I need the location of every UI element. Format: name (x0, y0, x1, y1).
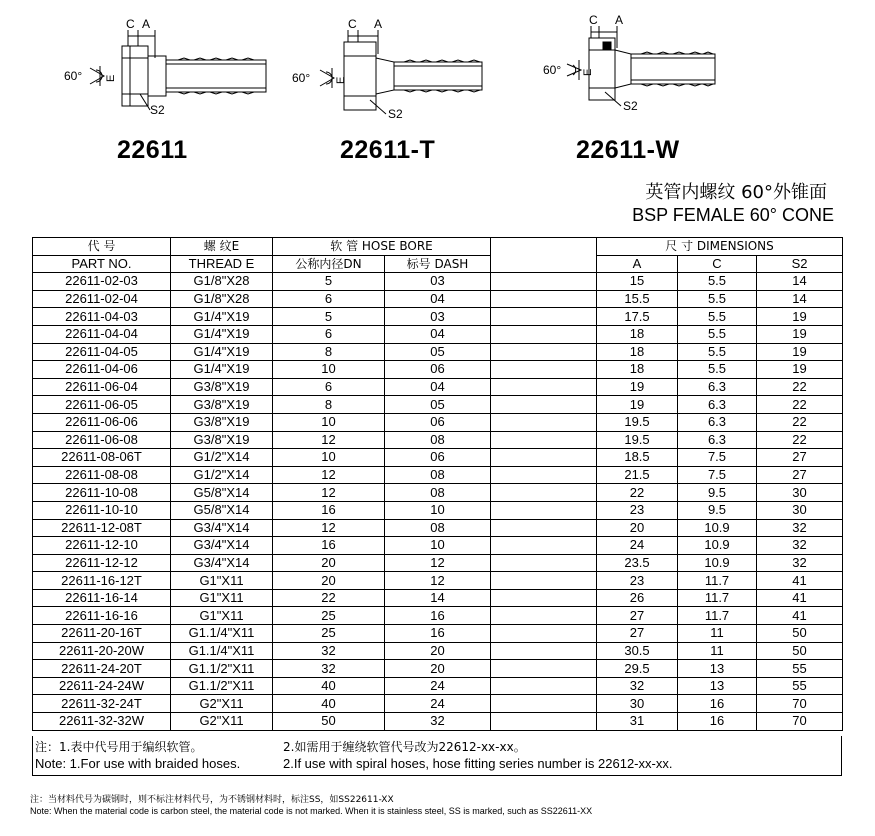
cell-hose-dn: 10 (273, 449, 385, 467)
dim-a-label: A (615, 13, 624, 27)
cell-hose-dash: 05 (385, 343, 491, 361)
cell-dim-a: 20 (597, 519, 678, 537)
cell-dim-s2: 19 (757, 308, 843, 326)
footnote-en: Note: When the material code is carbon steel, the material code is not marked. When it is stainless steel, SS is marked, such as SS22611-XX (30, 806, 593, 816)
cell-hose-dn: 16 (273, 501, 385, 519)
dim-s2-label: S2 (150, 103, 165, 117)
header-dash: 标号 DASH (385, 255, 491, 273)
cell-dim-s2: 22 (757, 431, 843, 449)
blank-cell (491, 589, 597, 607)
cell-dim-s2: 32 (757, 554, 843, 572)
cell-thread: G1"X11 (171, 572, 273, 590)
cell-dim-c: 11 (678, 625, 757, 643)
cell-hose-dn: 12 (273, 519, 385, 537)
blank-cell (491, 625, 597, 643)
cone-angle-label: 60° (64, 69, 83, 83)
blank-cell (491, 396, 597, 414)
cell-hose-dn: 12 (273, 431, 385, 449)
cell-hose-dash: 20 (385, 642, 491, 660)
cone-angle-label: 60° (543, 63, 562, 77)
cell-dim-a: 23 (597, 572, 678, 590)
thread-e-label: E (582, 68, 594, 76)
cell-dim-c: 5.5 (678, 325, 757, 343)
table-row (33, 642, 843, 660)
cell-hose-dash: 06 (385, 413, 491, 431)
table-row (33, 554, 843, 572)
table-row (33, 413, 843, 431)
cell-hose-dn: 20 (273, 554, 385, 572)
fitting-code-22611-t: 22611-T (340, 136, 436, 164)
cell-part-no: 22611-04-04 (33, 325, 171, 343)
cell-thread: G2"X11 (171, 713, 273, 731)
cell-part-no: 22611-08-08 (33, 466, 171, 484)
heading-chinese: 英管内螺纹 60°外锥面 (645, 182, 827, 203)
cell-part-no: 22611-12-10 (33, 537, 171, 555)
cell-dim-s2: 27 (757, 466, 843, 484)
blank-cell (491, 325, 597, 343)
blank-cell (491, 413, 597, 431)
cell-dim-c: 5.5 (678, 290, 757, 308)
dim-a-label: A (142, 17, 151, 31)
fitting-22611-t-diagram (290, 8, 490, 123)
cell-dim-c: 6.3 (678, 413, 757, 431)
blank-cell (491, 607, 597, 625)
cell-dim-a: 19.5 (597, 431, 678, 449)
cell-dim-a: 19 (597, 396, 678, 414)
cell-dim-c: 7.5 (678, 466, 757, 484)
cell-dim-c: 13 (678, 660, 757, 678)
blank-cell (491, 501, 597, 519)
cell-thread: G3/4"X14 (171, 537, 273, 555)
dim-c-label: C (589, 13, 598, 27)
cell-part-no: 22611-10-10 (33, 501, 171, 519)
cell-dim-s2: 70 (757, 713, 843, 731)
cell-dim-s2: 55 (757, 677, 843, 695)
cell-dim-c: 11 (678, 642, 757, 660)
table-row (33, 396, 843, 414)
cell-dim-c: 11.7 (678, 572, 757, 590)
cell-dim-s2: 27 (757, 449, 843, 467)
cell-dim-s2: 19 (757, 325, 843, 343)
cell-part-no: 22611-16-16 (33, 607, 171, 625)
cell-dim-c: 5.5 (678, 361, 757, 379)
header-blank (491, 238, 597, 273)
cell-dim-c: 16 (678, 695, 757, 713)
cell-dim-s2: 41 (757, 572, 843, 590)
cell-hose-dash: 03 (385, 308, 491, 326)
table-header-row-2 (33, 255, 843, 273)
cell-hose-dn: 22 (273, 589, 385, 607)
fitting-drawing-22611-w (543, 8, 723, 123)
cell-part-no: 22611-02-04 (33, 290, 171, 308)
cell-part-no: 22611-02-03 (33, 273, 171, 291)
cell-hose-dn: 10 (273, 361, 385, 379)
footnote-cn: 注：当材料代号为碳钢时，则不标注材料代号，为不锈钢材料时，标注SS，如SS22611-XX (30, 795, 394, 805)
blank-cell (491, 466, 597, 484)
cell-part-no: 22611-24-24W (33, 677, 171, 695)
cell-thread: G1.1/2"X11 (171, 660, 273, 678)
table-row (33, 625, 843, 643)
cell-hose-dash: 12 (385, 554, 491, 572)
cell-dim-a: 31 (597, 713, 678, 731)
cell-dim-a: 19 (597, 378, 678, 396)
cell-dim-s2: 14 (757, 273, 843, 291)
cell-dim-s2: 22 (757, 378, 843, 396)
blank-cell (491, 660, 597, 678)
cell-hose-dash: 06 (385, 449, 491, 467)
cell-hose-dash: 05 (385, 396, 491, 414)
fitting-drawing-22611 (60, 8, 275, 123)
cell-part-no: 22611-12-08T (33, 519, 171, 537)
cell-hose-dn: 16 (273, 537, 385, 555)
cell-dim-a: 23.5 (597, 554, 678, 572)
cell-thread: G3/4"X14 (171, 519, 273, 537)
cell-part-no: 22611-04-03 (33, 308, 171, 326)
cell-hose-dash: 03 (385, 273, 491, 291)
cell-thread: G3/8"X19 (171, 431, 273, 449)
note-cn-2: 2.如需用于缠绕软管代号改为22612-xx-xx。 (283, 740, 526, 754)
cell-dim-a: 18 (597, 325, 678, 343)
cell-hose-dn: 12 (273, 484, 385, 502)
cell-part-no: 22611-24-20T (33, 660, 171, 678)
note-en-2: 2.If use with spiral hoses, hose fitting series number is 22612-xx-xx. (283, 756, 673, 771)
blank-cell (491, 290, 597, 308)
table-header-row-1 (33, 238, 843, 256)
header-thread-en: THREAD E (171, 255, 273, 273)
cell-dim-s2: 19 (757, 361, 843, 379)
cell-hose-dash: 04 (385, 290, 491, 308)
cell-hose-dn: 25 (273, 625, 385, 643)
cell-dim-s2: 22 (757, 413, 843, 431)
cell-dim-c: 5.5 (678, 308, 757, 326)
cell-dim-a: 27 (597, 625, 678, 643)
notes-box (32, 736, 842, 776)
cell-part-no: 22611-12-12 (33, 554, 171, 572)
cell-dim-a: 19.5 (597, 413, 678, 431)
table-row (33, 449, 843, 467)
header-part-cn: 代 号 (33, 238, 171, 256)
cell-dim-s2: 32 (757, 519, 843, 537)
cell-dim-s2: 14 (757, 290, 843, 308)
cell-dim-s2: 22 (757, 396, 843, 414)
cell-thread: G1/2"X14 (171, 449, 273, 467)
cell-hose-dn: 32 (273, 642, 385, 660)
cell-dim-a: 23 (597, 501, 678, 519)
thread-e-label: E (335, 76, 347, 84)
blank-cell (491, 449, 597, 467)
cell-dim-c: 9.5 (678, 484, 757, 502)
cell-hose-dash: 16 (385, 625, 491, 643)
table-row (33, 325, 843, 343)
blank-cell (491, 361, 597, 379)
cell-hose-dash: 10 (385, 537, 491, 555)
header-dn: 公称内径DN (273, 255, 385, 273)
note-en-1: Note: 1.For use with braided hoses. (35, 756, 241, 771)
blank-cell (491, 695, 597, 713)
cell-dim-s2: 41 (757, 607, 843, 625)
cone-angle-label: 60° (292, 71, 311, 85)
cell-thread: G1/4"X19 (171, 325, 273, 343)
cell-part-no: 22611-08-06T (33, 449, 171, 467)
cell-hose-dn: 8 (273, 343, 385, 361)
cell-hose-dn: 40 (273, 677, 385, 695)
table-row (33, 484, 843, 502)
table-row (33, 431, 843, 449)
cell-thread: G1/4"X19 (171, 343, 273, 361)
cell-dim-s2: 19 (757, 343, 843, 361)
cell-hose-dn: 40 (273, 695, 385, 713)
header-a: A (597, 255, 678, 273)
cell-hose-dn: 6 (273, 378, 385, 396)
blank-cell (491, 713, 597, 731)
table-row (33, 466, 843, 484)
cell-thread: G1/4"X19 (171, 361, 273, 379)
cell-hose-dash: 32 (385, 713, 491, 731)
blank-cell (491, 484, 597, 502)
table-row (33, 589, 843, 607)
header-dimensions: 尺 寸 DIMENSIONS (597, 238, 843, 256)
cell-dim-a: 18 (597, 343, 678, 361)
cell-part-no: 22611-20-20W (33, 642, 171, 660)
cell-hose-dash: 04 (385, 325, 491, 343)
cell-hose-dash: 08 (385, 466, 491, 484)
cell-dim-s2: 30 (757, 501, 843, 519)
table-row (33, 361, 843, 379)
cell-dim-c: 7.5 (678, 449, 757, 467)
cell-dim-c: 6.3 (678, 378, 757, 396)
blank-cell (491, 554, 597, 572)
cell-dim-a: 27 (597, 607, 678, 625)
cell-thread: G1/2"X14 (171, 466, 273, 484)
cell-hose-dn: 25 (273, 607, 385, 625)
dim-a-label: A (374, 17, 383, 31)
fitting-drawing-22611-t (290, 8, 490, 123)
cell-dim-c: 5.5 (678, 273, 757, 291)
cell-hose-dash: 06 (385, 361, 491, 379)
cell-thread: G1.1/2"X11 (171, 677, 273, 695)
cell-thread: G3/4"X14 (171, 554, 273, 572)
cell-part-no: 22611-16-14 (33, 589, 171, 607)
cell-part-no: 22611-06-04 (33, 378, 171, 396)
cell-thread: G3/8"X19 (171, 378, 273, 396)
cell-hose-dn: 5 (273, 308, 385, 326)
table-row (33, 677, 843, 695)
table-row (33, 660, 843, 678)
cell-thread: G1"X11 (171, 589, 273, 607)
cell-dim-s2: 50 (757, 642, 843, 660)
cell-thread: G1"X11 (171, 607, 273, 625)
table-row (33, 572, 843, 590)
cell-dim-c: 11.7 (678, 607, 757, 625)
cell-hose-dash: 04 (385, 378, 491, 396)
cell-dim-a: 30.5 (597, 642, 678, 660)
cell-thread: G1/4"X19 (171, 308, 273, 326)
dim-c-label: C (348, 17, 357, 31)
blank-cell (491, 308, 597, 326)
cell-hose-dn: 6 (273, 325, 385, 343)
cell-dim-c: 6.3 (678, 396, 757, 414)
cell-hose-dn: 10 (273, 413, 385, 431)
cell-part-no: 22611-06-06 (33, 413, 171, 431)
table-row (33, 713, 843, 731)
thread-e-label: E (105, 74, 117, 82)
cell-dim-s2: 41 (757, 589, 843, 607)
cell-dim-a: 29.5 (597, 660, 678, 678)
dim-s2-label: S2 (388, 107, 403, 121)
cell-hose-dn: 20 (273, 572, 385, 590)
cell-dim-a: 32 (597, 677, 678, 695)
table-row (33, 607, 843, 625)
blank-cell (491, 642, 597, 660)
cell-part-no: 22611-10-08 (33, 484, 171, 502)
cell-dim-c: 10.9 (678, 537, 757, 555)
cell-hose-dn: 8 (273, 396, 385, 414)
cell-hose-dash: 08 (385, 519, 491, 537)
cell-part-no: 22611-04-06 (33, 361, 171, 379)
cell-dim-c: 10.9 (678, 519, 757, 537)
dim-c-label: C (126, 17, 135, 31)
note-cn-1: 注：1.表中代号用于编织软管。 (35, 740, 203, 754)
cell-dim-c: 13 (678, 677, 757, 695)
table-row (33, 378, 843, 396)
cell-hose-dash: 16 (385, 607, 491, 625)
cell-dim-c: 5.5 (678, 343, 757, 361)
cell-thread: G1.1/4"X11 (171, 642, 273, 660)
header-thread-cn: 螺 纹E (171, 238, 273, 256)
cell-part-no: 22611-32-32W (33, 713, 171, 731)
table-row (33, 519, 843, 537)
blank-cell (491, 537, 597, 555)
cell-thread: G5/8"X14 (171, 484, 273, 502)
cell-part-no: 22611-04-05 (33, 343, 171, 361)
header-c: C (678, 255, 757, 273)
table-row (33, 343, 843, 361)
cell-dim-a: 15.5 (597, 290, 678, 308)
cell-dim-s2: 50 (757, 625, 843, 643)
dim-s2-label: S2 (623, 99, 638, 113)
heading-english: BSP FEMALE 60° CONE (632, 205, 834, 225)
cell-dim-a: 24 (597, 537, 678, 555)
cell-dim-a: 21.5 (597, 466, 678, 484)
blank-cell (491, 677, 597, 695)
spec-table (32, 237, 843, 731)
cell-dim-c: 6.3 (678, 431, 757, 449)
fitting-code-22611: 22611 (117, 136, 188, 164)
cell-hose-dn: 12 (273, 466, 385, 484)
cell-thread: G5/8"X14 (171, 501, 273, 519)
cell-hose-dn: 5 (273, 273, 385, 291)
spec-table-body (33, 273, 843, 730)
cell-dim-c: 10.9 (678, 554, 757, 572)
cell-hose-dash: 10 (385, 501, 491, 519)
cell-hose-dash: 24 (385, 677, 491, 695)
table-row (33, 308, 843, 326)
cell-dim-c: 16 (678, 713, 757, 731)
cell-thread: G1.1/4"X11 (171, 625, 273, 643)
table-row (33, 290, 843, 308)
cell-hose-dash: 14 (385, 589, 491, 607)
cell-part-no: 22611-06-05 (33, 396, 171, 414)
blank-cell (491, 273, 597, 291)
blank-cell (491, 378, 597, 396)
cell-thread: G1/8"X28 (171, 290, 273, 308)
cell-dim-c: 9.5 (678, 501, 757, 519)
cell-dim-s2: 30 (757, 484, 843, 502)
cell-hose-dash: 08 (385, 484, 491, 502)
header-hose-bore: 软 管 HOSE BORE (273, 238, 491, 256)
cell-dim-a: 17.5 (597, 308, 678, 326)
cell-dim-a: 18 (597, 361, 678, 379)
cell-thread: G3/8"X19 (171, 396, 273, 414)
cell-dim-s2: 32 (757, 537, 843, 555)
cell-hose-dn: 32 (273, 660, 385, 678)
cell-thread: G1/8"X28 (171, 273, 273, 291)
fitting-code-22611-w: 22611-W (576, 136, 680, 164)
cell-part-no: 22611-16-12T (33, 572, 171, 590)
cell-dim-a: 22 (597, 484, 678, 502)
cell-part-no: 22611-32-24T (33, 695, 171, 713)
cell-part-no: 22611-20-16T (33, 625, 171, 643)
cell-hose-dash: 08 (385, 431, 491, 449)
cell-thread: G2"X11 (171, 695, 273, 713)
table-row (33, 501, 843, 519)
fitting-22611-diagram (60, 8, 275, 123)
table-row (33, 695, 843, 713)
cell-dim-a: 18.5 (597, 449, 678, 467)
cell-hose-dash: 20 (385, 660, 491, 678)
header-s2: S2 (757, 255, 843, 273)
blank-cell (491, 431, 597, 449)
cell-dim-a: 15 (597, 273, 678, 291)
cell-dim-a: 30 (597, 695, 678, 713)
table-row (33, 273, 843, 291)
cell-hose-dn: 6 (273, 290, 385, 308)
cell-hose-dash: 12 (385, 572, 491, 590)
blank-cell (491, 343, 597, 361)
cell-hose-dn: 50 (273, 713, 385, 731)
header-part-en: PART NO. (33, 255, 171, 273)
blank-cell (491, 572, 597, 590)
cell-dim-s2: 55 (757, 660, 843, 678)
cell-dim-a: 26 (597, 589, 678, 607)
cell-hose-dash: 24 (385, 695, 491, 713)
table-row (33, 537, 843, 555)
cell-thread: G3/8"X19 (171, 413, 273, 431)
cell-dim-c: 11.7 (678, 589, 757, 607)
blank-cell (491, 519, 597, 537)
fitting-22611-w-diagram (543, 8, 723, 123)
cell-dim-s2: 70 (757, 695, 843, 713)
cell-part-no: 22611-06-08 (33, 431, 171, 449)
